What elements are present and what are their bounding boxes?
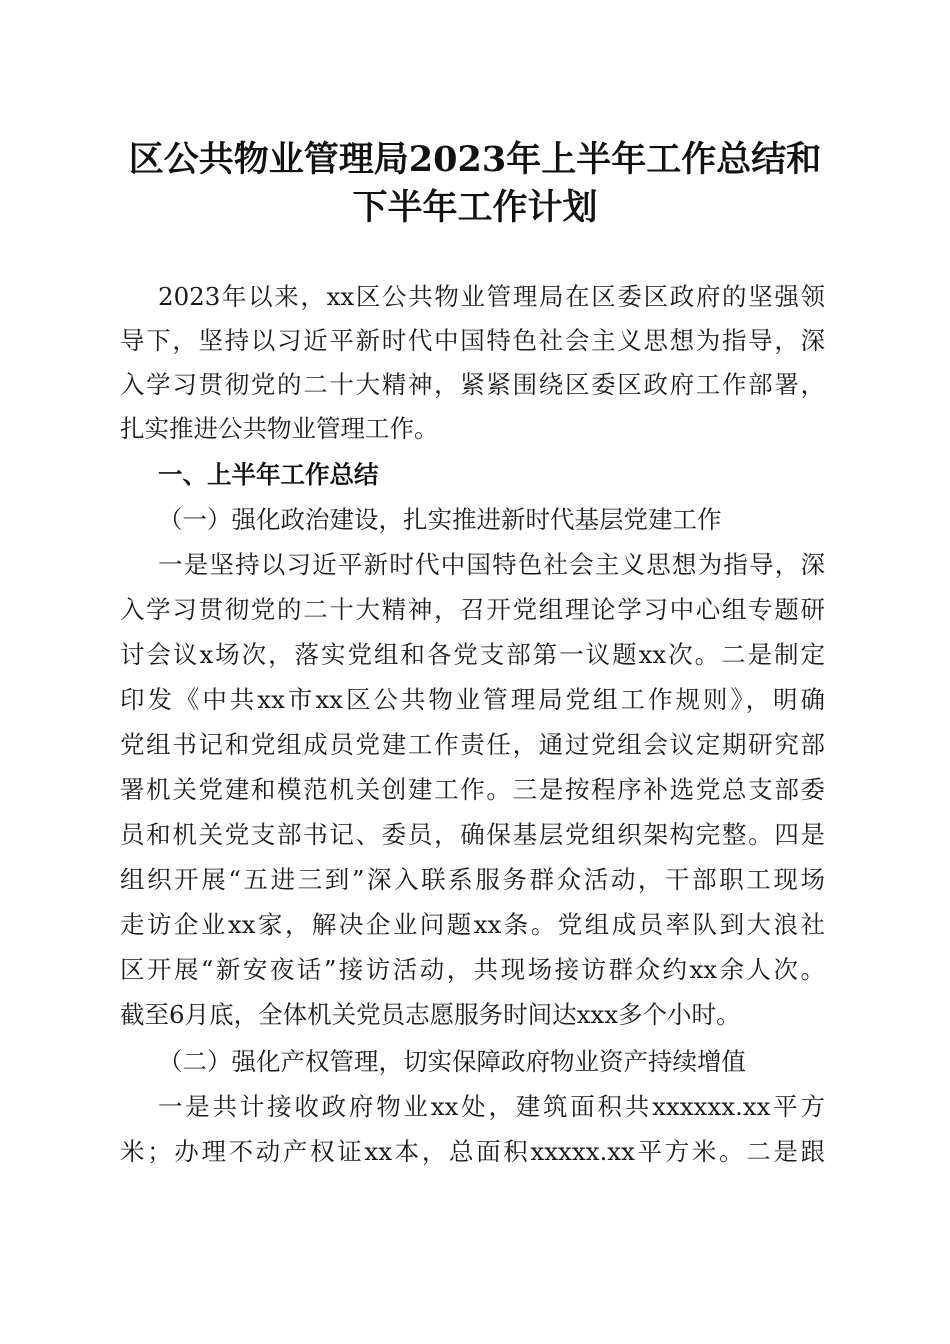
paragraph-line: 讨会议x场次，落实党组和各党支部第一议题xx次。二是制定 (120, 640, 825, 669)
paragraph-line: 党组书记和党组成员党建工作责任，通过党组会议定期研究部 (120, 730, 825, 759)
section-heading: 一、上半年工作总结 (158, 460, 379, 489)
paragraph-line: 走访企业xx家，解决企业问题xx条。党组成员率队到大浪社 (120, 910, 825, 939)
document-title-line-2: 下半年工作计划 (352, 187, 598, 228)
paragraph-line: 区开展“新安夜话”接访活动，共现场接访群众约xx余人次。 (120, 955, 825, 984)
paragraph-line: 员和机关党支部书记、委员，确保基层党组织架构完整。四是 (120, 820, 825, 849)
paragraph-line: 米；办理不动产权证xx本，总面积xxxxx.xx平方米。二是跟 (120, 1137, 825, 1166)
paragraph-line: 截至6月底，全体机关党员志愿服务时间达xxx多个小时。 (120, 1000, 741, 1029)
paragraph-line: 一是共计接收政府物业xx处，建筑面积共xxxxxx.xx平方 (158, 1092, 825, 1121)
intro-line: 导下，坚持以习近平新时代中国特色社会主义思想为指导，深 (120, 326, 825, 355)
intro-line: 入学习贯彻党的二十大精神，紧紧围绕区委区政府工作部署， (120, 370, 825, 399)
subsection-heading: （一）强化政治建设，扎实推进新时代基层党建工作 (158, 505, 722, 534)
paragraph-line: 组织开展“五进三到”深入联系服务群众活动，干部职工现场 (120, 865, 825, 894)
paragraph-line: 署机关党建和模范机关创建工作。三是按程序补选党总支部委 (120, 775, 825, 804)
paragraph-line: 一是坚持以习近平新时代中国特色社会主义思想为指导，深 (158, 550, 825, 579)
intro-line: 扎实推进公共物业管理工作。 (120, 414, 439, 443)
subsection-heading: （二）强化产权管理，切实保障政府物业资产持续增值 (158, 1047, 746, 1076)
intro-line: 2023年以来，xx区公共物业管理局在区委区政府的坚强领 (158, 282, 825, 311)
paragraph-line: 入学习贯彻党的二十大精神，召开党组理论学习中心组专题研 (120, 595, 825, 624)
paragraph-line: 印发《中共xx市xx区公共物业管理局党组工作规则》，明确 (120, 685, 825, 714)
document-title-line-1: 区公共物业管理局2023年上半年工作总结和 (128, 139, 822, 180)
